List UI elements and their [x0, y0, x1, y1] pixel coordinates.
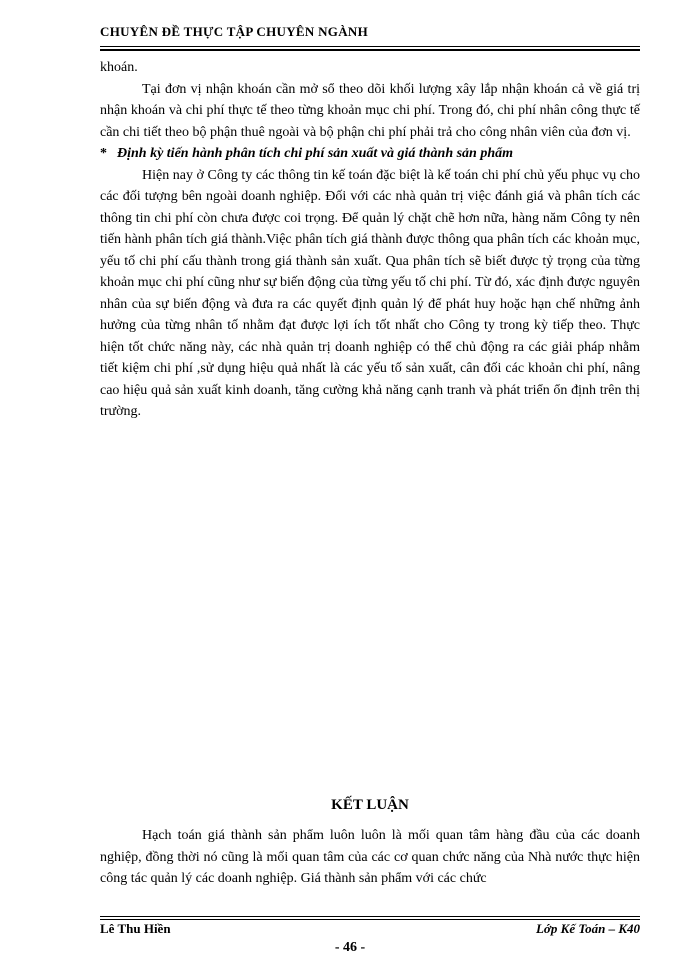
paragraph: Hạch toán giá thành sản phẩm luôn luôn là mối quan tâm hàng đầu của các doanh nghiệp, đồng thời nó cũng là mối quan tâm của các cơ quan chức năng của Nhà nước thực hiện công tác quản lý các doanh nghiệp. Giá thành sản phẩm với các chức: [100, 828, 640, 886]
paragraph: Tại đơn vị nhận khoán cần mở sổ theo dõi khối lượng xây lắp nhận khoán cả về giá trị nhận khoán và chi phí thực tế theo từng khoản mục chi phí. Trong đó, chi phí nhân công thực tế cần chi tiết theo bộ phận thuê ngoài và bộ phận chi phí phải trả cho công nhân viên của đơn vị.: [100, 81, 640, 140]
bullet-star: *: [100, 146, 107, 161]
body-text: [100, 57, 640, 423]
paragraph: khoán.: [100, 60, 138, 75]
footer-class: Lớp Kế Toán – K40: [535, 921, 640, 936]
footer-author: Lê Thu Hiền: [100, 921, 171, 936]
footer-rule-thick: [100, 916, 640, 917]
paragraph: Hiện nay ở Công ty các thông tin kế toán đặc biệt là kế toán chi phí chủ yếu phục vụ cho các đối tượng bên ngoài doanh nghiệp. Đối với các nhà quản trị việc đánh giá và phân tích các thông tin chi phí còn chưa được coi trọng. Để quản lý chặt chẽ hơn nữa, hàng năm Công ty nên tiến hành phân tích giá thành.Việc phân tích giá thành được thông qua phân tích các khoản mục, yếu tố chi phí cấu thành trong giá thành sản xuất. Qua phân tích sẽ biết được tỷ trọng của từng khoản mục chi phí cũng như sự biến động của từng yếu tố chi phí. Từ đó, xác định được nguyên nhân của sự biến động và đưa ra các quyết định quản lý để phát huy hoặc hạn chế những ảnh hưởng của từng nhân tố nhằm đạt được lợi ích tốt nhất cho Công ty trong kỳ tiếp theo. Thực hiện tốt chức năng này, các nhà quản trị doanh nghiệp có thể chủ động ra các giải pháp nhằm tiết kiệm chi phí ,sử dụng hiệu quả nhất là các yếu tố sản xuất, cân đối các khoản chi phí, nâng cao hiệu quả sản xuất kinh doanh, tăng cường khả năng cạnh tranh và phát triển ổn định trên thị trường.: [100, 167, 640, 419]
conclusion-title: KẾT LUẬN: [331, 797, 409, 813]
running-header: CHUYÊN ĐỀ THỰC TẬP CHUYÊN NGÀNH: [100, 24, 368, 39]
conclusion-text: [100, 825, 640, 890]
footer-rule: [100, 919, 640, 920]
section-heading: [100, 143, 640, 165]
section-heading-text: Định kỳ tiến hành phân tích chi phí sản xuất và giá thành sản phẩm: [117, 146, 514, 161]
header-rule: [100, 46, 640, 47]
page-number: - 46 -: [334, 940, 366, 955]
header-rule-thick: [100, 49, 640, 51]
